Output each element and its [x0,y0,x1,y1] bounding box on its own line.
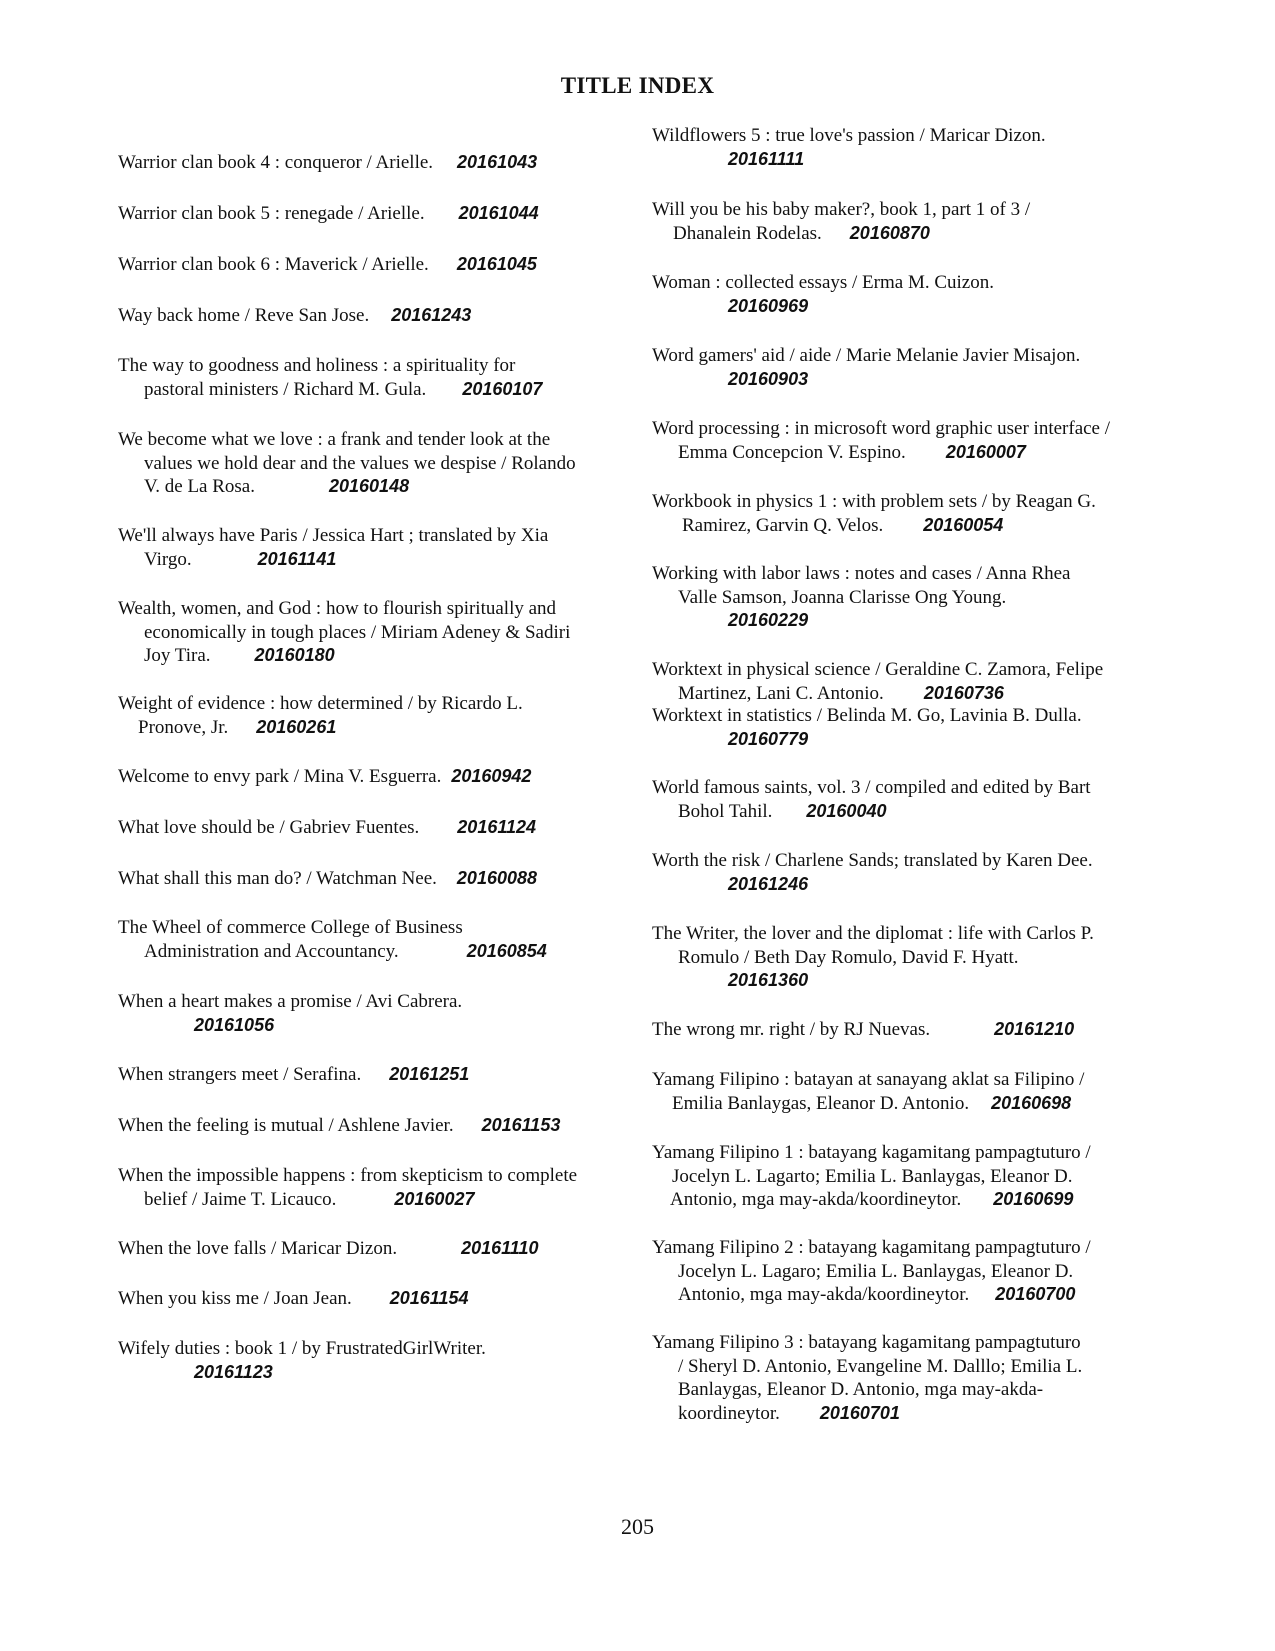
entry-code: 20161246 [728,873,809,894]
entry-title: What shall this man do? / Watchman Nee. [118,868,437,889]
index-entry [118,202,539,226]
entry-title: The Writer, the lover and the diplomat : life with Carlos P. [652,923,1094,944]
entry-code: 20160054 [923,514,1004,535]
entry-code: 20160699 [993,1189,1074,1209]
entry-title: Welcome to envy park / Mina V. Esguerra. [118,766,442,787]
entry-title: When the feeling is mutual / Ashlene Javier. [118,1115,454,1136]
entry-title: When strangers meet / Serafina. [118,1064,362,1085]
index-entry [652,1068,1084,1115]
entry-title: Worth the risk / Charlene Sands; translated by Karen Dee. [652,850,1093,871]
entry-code: 20161044 [458,203,539,223]
index-entry [652,271,994,318]
index-entry [652,490,1096,537]
entry-code: 20160942 [451,766,532,786]
entry-code: 20160261 [256,716,337,737]
index-entry [652,658,1103,705]
entry-title-cont: Ramirez, Garvin Q. Velos. [682,514,884,536]
entry-code: 20161111 [728,148,805,169]
entry-code: 20160736 [923,682,1004,703]
entry-code: 20161154 [389,1288,469,1308]
entry-code: 20160903 [728,368,809,389]
index-entry [652,849,1093,896]
entry-title-cont: Bohol Tahil. [678,800,773,822]
index-entry [118,1337,486,1384]
entry-title-cont: Emilia Banlaygas, Eleanor D. Antonio. [672,1092,970,1114]
entry-title: When the impossible happens : from skepticism to complete [118,1165,578,1186]
entry-title: World famous saints, vol. 3 / compiled and edited by Bart [652,777,1091,798]
entry-title-cont: Jocelyn L. Lagaro; Emilia L. Banlaygas, Eleanor D. [678,1260,1074,1282]
entry-title-cont: Martinez, Lani C. Antonio. [678,682,884,704]
entry-title: The way to goodness and holiness : a spirituality for [118,355,516,376]
entry-title: Yamang Filipino 3 : batayang kagamitang pampagtuturo [652,1332,1081,1353]
entry-code: 20161043 [457,152,538,172]
entry-code: 20160700 [995,1284,1076,1304]
entry-title: When you kiss me / Joan Jean. [118,1288,352,1309]
entry-title: Yamang Filipino : batayan at sanayang aklat sa Filipino / [652,1069,1085,1090]
index-entry [118,354,542,401]
entry-code: 20160007 [945,441,1026,462]
index-entry [652,198,1030,245]
entry-code: 20161056 [194,1014,275,1035]
entry-code: 20160870 [849,222,930,243]
entry-title: Yamang Filipino 2 : batayang kagamitang pampagtuturo / [652,1237,1091,1258]
entry-title-cont: Antonio, mga may-akda/koordineytor. [678,1284,970,1305]
entry-title-cont: economically in tough places / Miriam Adeney & Sadiri [144,621,571,643]
entry-title: The Wheel of commerce College of Business [118,917,463,938]
entry-title: Warrior clan book 5 : renegade / Arielle. [118,203,425,224]
index-entry [652,1331,1082,1425]
entry-title: Warrior clan book 4 : conqueror / Arielle. [118,152,434,173]
entry-title-cont: values we hold dear and the values we despise / Rolando [144,452,576,474]
entry-title: Wifely duties : book 1 / by FrustratedGirlWriter. [118,1338,486,1359]
entry-code: 20160854 [466,940,547,961]
index-entry [118,692,523,739]
entry-code: 20161141 [257,548,337,569]
index-entry [118,765,531,789]
entry-code: 20160229 [728,610,809,630]
entry-title-cont: Pronove, Jr. [138,716,229,738]
entry-code: 20161123 [194,1361,273,1382]
entry-code: 20160180 [254,645,335,665]
entry-code: 20160698 [991,1092,1072,1113]
entry-title-cont: Virgo. [144,548,192,570]
entry-title: The wrong mr. right / by RJ Nuevas. [652,1019,931,1040]
entry-title-cont: Joy Tira. [144,645,211,666]
entry-code: 20160027 [394,1188,475,1209]
entry-code: 20160701 [819,1402,900,1423]
index-entry [118,990,462,1037]
index-entry [118,1063,469,1087]
index-entry [652,1018,1074,1042]
entry-title-cont: belief / Jaime T. Licauco. [144,1188,337,1210]
entry-code: 20160088 [456,868,538,888]
entry-code: 20160040 [806,800,887,821]
entry-code: 20160107 [462,378,543,399]
index-entry [652,562,1071,633]
entry-title: We'll always have Paris / Jessica Hart ; translated by Xia [118,525,549,546]
entry-code: 20161251 [389,1064,470,1084]
entry-title-cont: Antonio, mga may-akda/koordineytor. [670,1189,962,1210]
entry-title: Woman : collected essays / Erma M. Cuizon. [652,272,994,293]
index-entry [118,867,537,891]
page-number: 205 [621,1514,654,1539]
entry-title: Wildflowers 5 : true love's passion / Maricar Dizon. [652,125,1046,146]
index-entry [118,428,576,499]
index-entry [652,704,1082,751]
index-entry [118,1114,560,1138]
entry-title: Workbook in physics 1 : with problem sets / by Reagan G. [652,491,1096,512]
entry-title-cont: V. de La Rosa. [144,476,255,497]
index-entry [118,524,548,571]
entry-title: Way back home / Reve San Jose. [118,305,370,326]
index-entry [118,597,570,668]
entry-title: Warrior clan book 6 : Maverick / Arielle. [118,254,429,275]
entry-code: 20160779 [728,728,809,749]
entry-title: Yamang Filipino 1 : batayang kagamitang pampagtuturo / [652,1142,1091,1163]
entry-code: 20161124 [457,817,537,837]
index-entry [652,124,1046,171]
index-entry [652,1141,1091,1212]
entry-code: 20161360 [728,970,809,990]
entry-title: Worktext in physical science / Geraldine C. Zamora, Felipe [652,659,1104,680]
entry-code: 20161153 [481,1115,561,1135]
entry-title: What love should be / Gabriev Fuentes. [118,817,420,838]
index-entry [118,916,547,963]
entry-title: Weight of evidence : how determined / by Ricardo L. [118,693,523,714]
entry-title-cont: koordineytor. [678,1402,780,1424]
entry-title: Will you be his baby maker?, book 1, part 1 of 3 / [652,199,1031,220]
entry-title-cont: Dhanalein Rodelas. [673,222,822,244]
index-entry [652,344,1080,391]
entry-title: Word processing : in microsoft word graphic user interface / [652,418,1111,439]
entry-title-cont: Romulo / Beth Day Romulo, David F. Hyatt. [678,946,1019,968]
entry-title: We become what we love : a frank and tender look at the [118,429,551,450]
entry-title-cont: Valle Samson, Joanna Clarisse Ong Young. [678,586,1007,608]
index-entry [118,151,537,175]
index-entry [652,776,1091,823]
entry-code: 20161210 [994,1019,1075,1039]
index-entry [118,1237,539,1261]
entry-code: 20161045 [456,254,537,274]
index-entry [118,253,537,277]
entry-title: Wealth, women, and God : how to flourish spiritually and [118,598,557,619]
index-entry [652,922,1094,993]
entry-title: When the love falls / Maricar Dizon. [118,1238,398,1259]
index-entry [118,1287,469,1311]
entry-title-cont: Jocelyn L. Lagarto; Emilia L. Banlaygas, Eleanor D. [672,1165,1073,1187]
entry-code: 20161110 [461,1238,539,1258]
index-entry [118,1164,577,1211]
entry-code: 20160148 [329,476,410,496]
entry-title-cont: Administration and Accountancy. [144,940,399,962]
index-entry [118,816,536,840]
entry-title-cont: pastoral ministers / Richard M. Gula. [144,378,427,400]
entry-title: Worktext in statistics / Belinda M. Go, Lavinia B. Dulla. [652,705,1082,726]
entry-title: When a heart makes a promise / Avi Cabrera. [118,991,463,1012]
entry-title-cont: Emma Concepcion V. Espino. [678,441,906,463]
index-entry [652,1236,1091,1307]
entry-title-cont: / Sheryl D. Antonio, Evangeline M. Dalllo; Emilia L. [678,1355,1083,1377]
index-entry [652,417,1110,464]
entry-code: 20161243 [391,305,472,325]
entry-title-cont: Banlaygas, Eleanor D. Antonio, mga may-akda- [678,1379,1044,1400]
page-title: TITLE INDEX [560,73,715,98]
entry-title: Working with labor laws : notes and cases / Anna Rhea [652,563,1071,584]
entry-title: Word gamers' aid / aide / Marie Melanie Javier Misajon. [652,345,1081,366]
entry-code: 20160969 [728,295,809,316]
index-entry [118,304,471,328]
